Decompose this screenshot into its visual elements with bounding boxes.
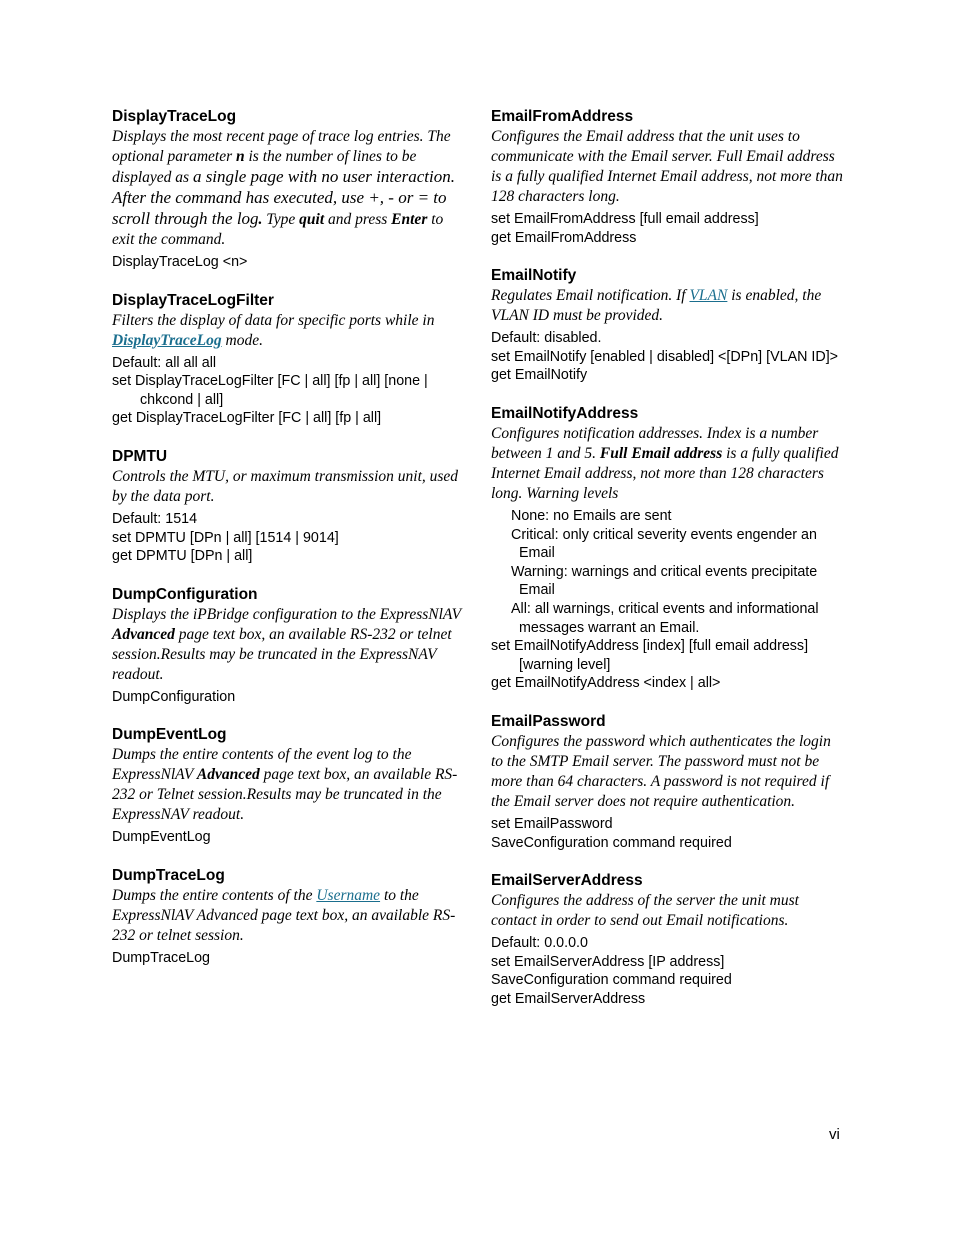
entry-title: DisplayTraceLog xyxy=(112,108,237,125)
entry-title: DumpTraceLog xyxy=(112,866,225,884)
warning-level-option: All: all warnings, critical events and informational xyxy=(511,600,819,617)
desc-text: Dumps the entire contents of the xyxy=(112,886,317,904)
desc-text: a single page with no user interaction. After the command has executed, use +, - or = to scroll through the log xyxy=(112,167,456,228)
command-line: DumpConfiguration xyxy=(112,688,236,705)
entry-description: Configures the password which authenticates the login to the SMTP Email server. The password must not be more than 64 characters. A password is not required if the Email server does not require authentication. xyxy=(491,732,831,810)
desc-text: Filters the display of data for specific ports while in xyxy=(112,311,435,329)
command-line: get EmailNotify xyxy=(491,367,588,384)
command-line: set EmailFromAddress [full email address] xyxy=(491,211,759,227)
command-line: get EmailServerAddress xyxy=(491,990,646,1007)
desc-text: Regulates Email notification. If xyxy=(491,287,690,305)
command-line: DumpTraceLog xyxy=(112,949,211,966)
desc-text: to the ExpressNlAV Advanced page text box, an available RS-232 or telnet session. xyxy=(112,886,456,944)
entry-dumpconfiguration xyxy=(112,585,467,707)
entry-emailnotifyaddress xyxy=(491,404,846,693)
entry-title: EmailNotifyAddress xyxy=(491,404,639,422)
desc-text: is a fully qualified Internet Email address, not more than 128 characters long. Warning levels xyxy=(491,444,839,502)
entry-description xyxy=(112,886,467,946)
left-column xyxy=(112,107,467,987)
entry-description xyxy=(112,745,467,825)
desc-text: to exit the command. xyxy=(112,211,444,248)
entry-dumptracelog xyxy=(112,866,467,968)
entry-description: Configures the address of the server the unit must contact in order to send out Email notifications. xyxy=(491,892,799,930)
warning-level-option: Critical: only critical severity events engender an xyxy=(511,526,817,543)
command-line: get EmailFromAddress xyxy=(491,229,637,246)
entry-description: Configures the Email address that the unit uses to communicate with the Email server. Full Email address is a fully qualified Internet Email address, not more than 128 characters long. xyxy=(491,128,843,205)
desc-bold: Advanced xyxy=(196,766,260,784)
command-line: set EmailServerAddress [IP address] xyxy=(491,953,725,970)
entry-title: DisplayTraceLogFilter xyxy=(112,291,274,309)
command-line: get EmailNotifyAddress <index | all> xyxy=(491,675,721,692)
entry-description xyxy=(491,286,846,326)
entry-displaytracelogfilter xyxy=(112,291,467,428)
desc-text: is enabled, the VLAN ID must be provided. xyxy=(491,287,822,325)
command-line: set DPMTU [DPn | all] [1514 | 9014] xyxy=(112,529,339,546)
command-line: set DisplayTraceLogFilter [FC | all] [fp | all] [none | xyxy=(112,373,428,390)
command-line: SaveConfiguration command required xyxy=(491,972,732,989)
desc-bold: Full Email address xyxy=(599,444,723,462)
desc-text: page text box, an available RS-232 or Telnet session.Results may be truncated in the ExpressNAV readout. xyxy=(112,766,458,824)
warning-level-option: Email xyxy=(519,582,555,599)
entry-title: DumpConfiguration xyxy=(112,585,258,603)
command-line: set EmailNotifyAddress [index] [full email address] xyxy=(491,638,809,655)
displaytracelog-link[interactable]: DisplayTraceLog xyxy=(112,331,222,349)
command-line: get DPMTU [DPn | all] xyxy=(112,548,253,565)
entry-description xyxy=(112,605,467,685)
desc-bold: Enter xyxy=(391,211,428,228)
entry-description xyxy=(491,424,846,504)
entry-emailnotify xyxy=(491,266,846,385)
desc-text: Configures notification addresses. Index is a number between 1 and 5. xyxy=(491,424,819,462)
desc-bold: Advanced xyxy=(112,625,175,643)
desc-text: page text box, an available RS-232 or telnet session.Results may be truncated in the ExpressNAV readout. xyxy=(112,625,452,683)
entry-emailfromaddress xyxy=(491,107,846,247)
username-link[interactable]: Username xyxy=(316,886,381,904)
command-line: DumpEventLog xyxy=(112,829,211,846)
entry-dumpeventlog xyxy=(112,725,467,847)
entry-description: Controls the MTU, or maximum transmission unit, used by the data port. xyxy=(112,467,459,505)
command-line: Default: disabled. xyxy=(491,330,602,347)
command-line: [warning level] xyxy=(519,656,611,673)
desc-text: Displays the iPBridge configuration to the ExpressNlAV xyxy=(112,605,461,623)
entry-dpmtu xyxy=(112,447,467,566)
command-line: get DisplayTraceLogFilter [FC | all] [fp | all] xyxy=(112,410,382,427)
command-line: Default: 1514 xyxy=(112,510,198,527)
command-line: chkcond | all] xyxy=(140,391,224,408)
command-line: Default: 0.0.0.0 xyxy=(491,935,588,952)
warning-level-option: Email xyxy=(519,545,555,562)
command-line: set EmailPassword xyxy=(491,815,613,832)
command-line: Default: all all all xyxy=(112,354,217,371)
desc-text: Dumps the entire contents of the event log to the ExpressNlAV xyxy=(112,746,412,784)
entry-title: EmailFromAddress xyxy=(491,108,634,125)
page-number: vi xyxy=(829,1126,840,1143)
command-line: SaveConfiguration command required xyxy=(491,834,732,851)
entry-displaytracelog xyxy=(112,107,467,272)
entry-title: DPMTU xyxy=(112,447,168,465)
warning-level-option: None: no Emails are sent xyxy=(511,507,672,524)
desc-text: and press xyxy=(324,211,392,228)
entry-description xyxy=(112,127,467,250)
right-column xyxy=(491,107,846,1027)
entry-description xyxy=(112,311,467,351)
entry-emailserveraddress xyxy=(491,871,846,1008)
warning-level-option: messages warrant an Email. xyxy=(519,619,700,636)
desc-text: Type xyxy=(262,211,300,228)
command-line: set EmailNotify [enabled | disabled] <[DPn] [VLAN ID]> xyxy=(491,348,839,365)
entry-title: EmailNotify xyxy=(491,267,577,285)
desc-text: is the number of lines to be displayed as xyxy=(112,148,417,186)
desc-bold: . xyxy=(258,211,263,228)
entry-title: DumpEventLog xyxy=(112,726,227,744)
entry-title: EmailServerAddress xyxy=(491,872,643,890)
desc-text: mode. xyxy=(221,331,263,349)
desc-bold: quit xyxy=(299,211,325,228)
vlan-link[interactable]: VLAN xyxy=(689,287,728,305)
warning-level-option: Warning: warnings and critical events precipitate xyxy=(511,563,818,580)
desc-bold: n xyxy=(236,148,245,165)
desc-text: Displays the most recent page of trace log entries. The optional parameter xyxy=(112,128,451,165)
entry-title: EmailPassword xyxy=(491,712,606,730)
command-line: DisplayTraceLog <n> xyxy=(112,254,248,270)
entry-emailpassword xyxy=(491,712,846,852)
